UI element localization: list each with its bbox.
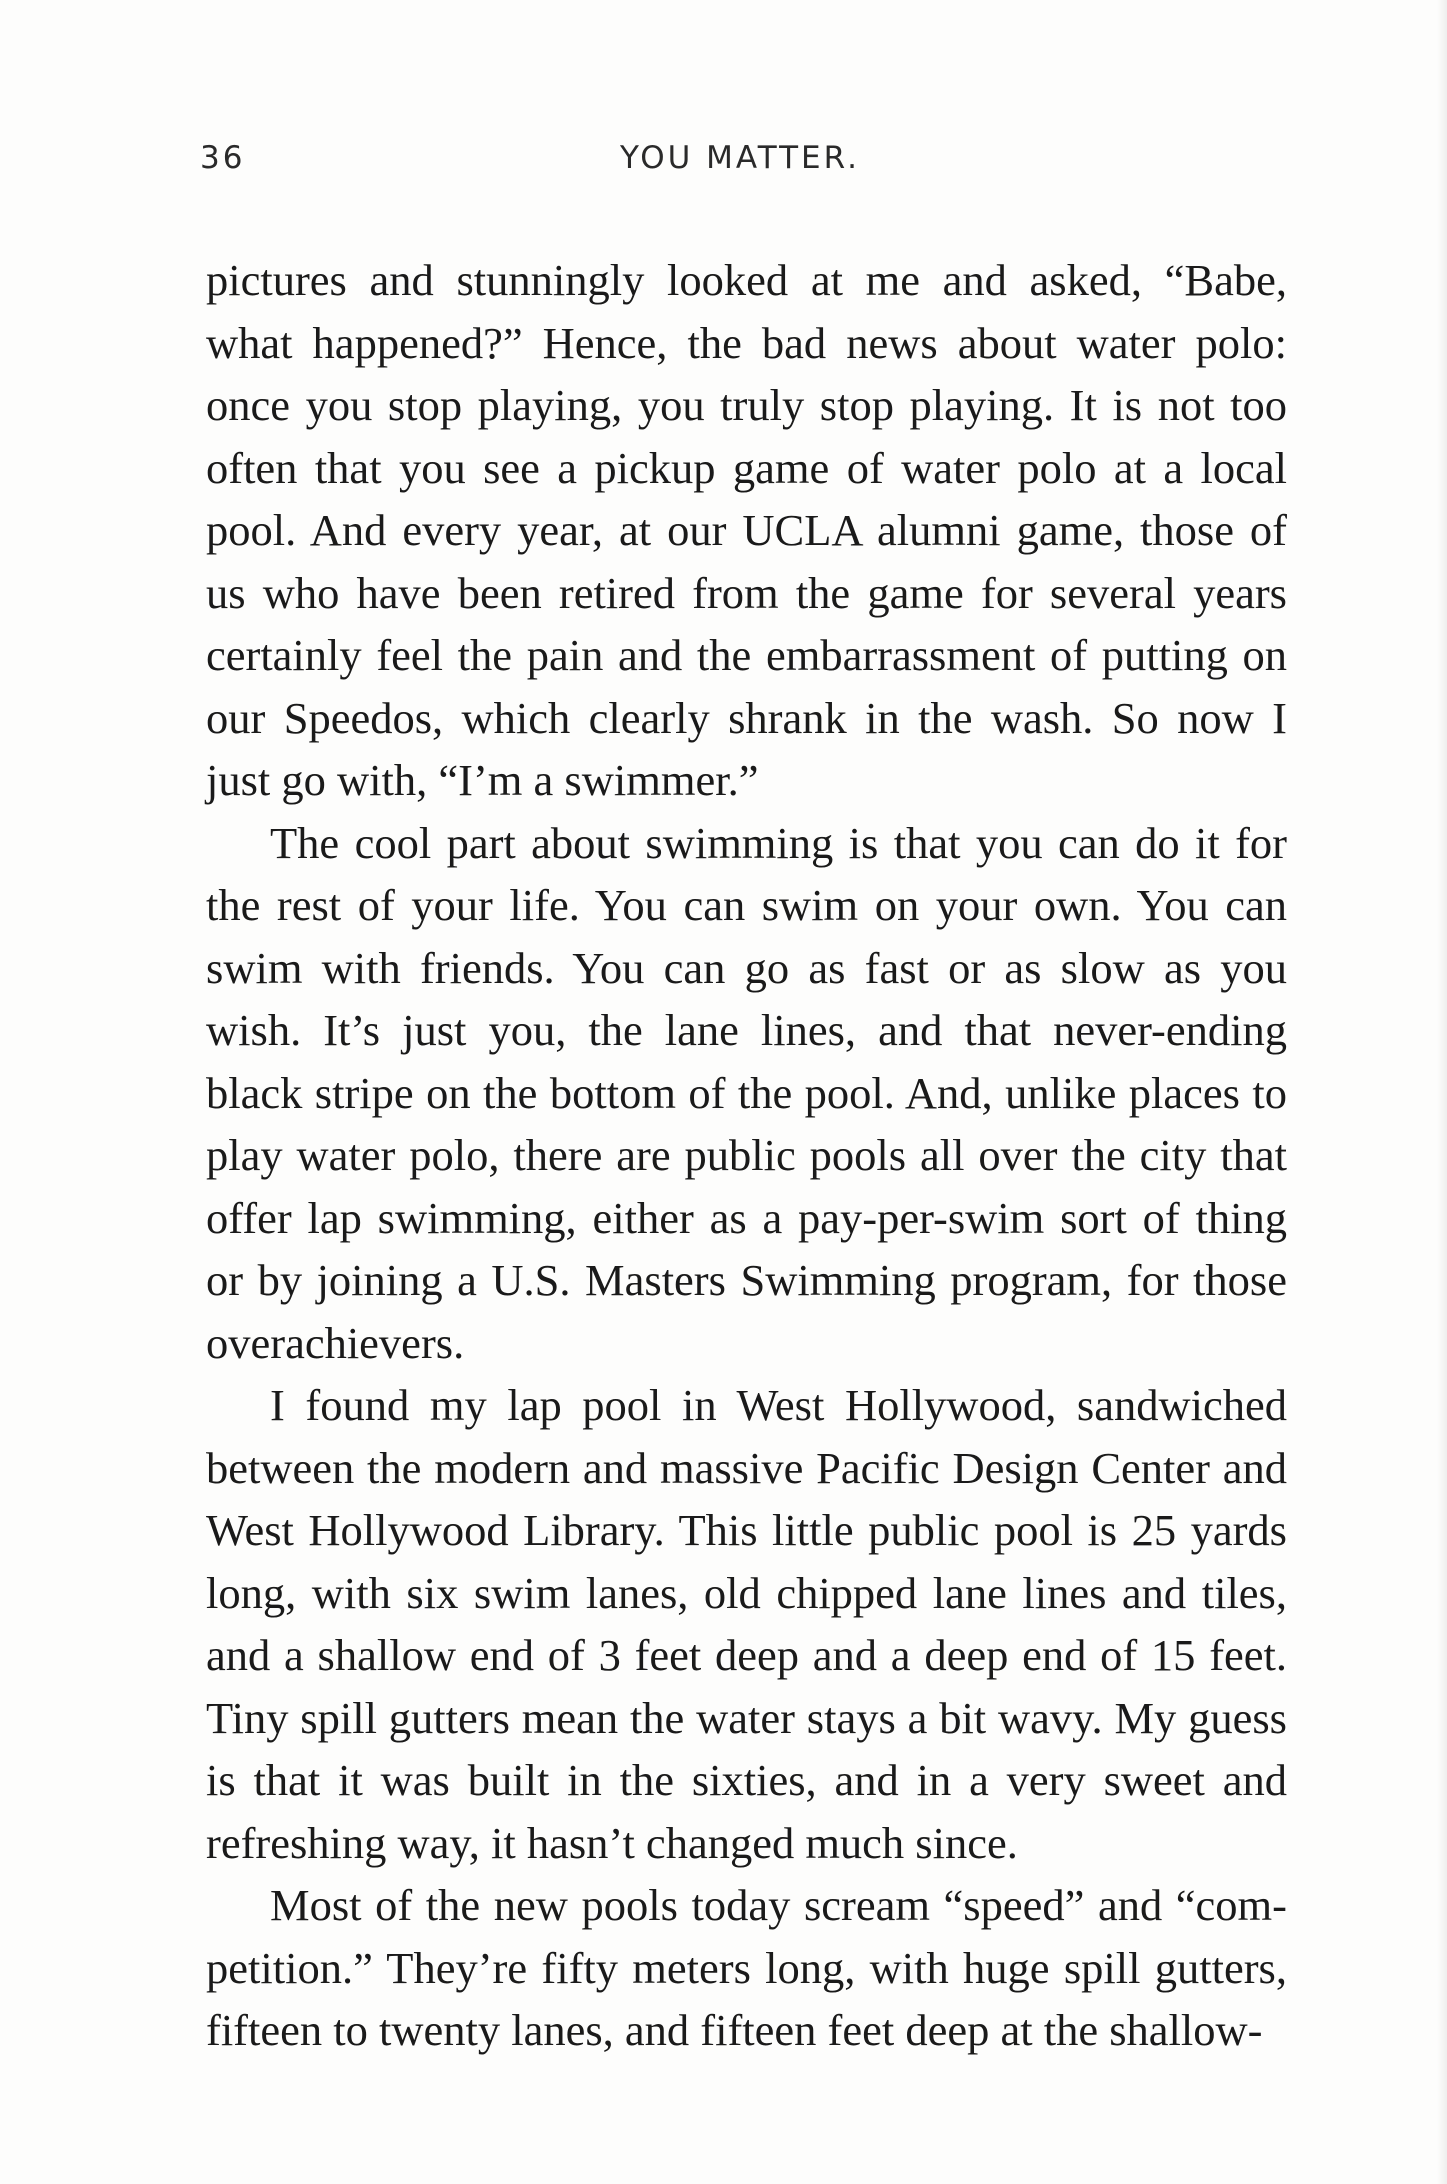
page-edge-shadow bbox=[1437, 0, 1447, 2184]
paragraph: The cool part about swimming is that you can do it for the rest of your life. You can swim on your own. You can swim with friends. You can go as fast or as slow as you wish. It’s just you, the lane lines, and that never-ending black stripe on the bottom of the pool. And, unlike places to play water polo, there are public pools all over the city that offer lap swimming, either as a pay-per-swim sort of thing or by joining a U.S. Masters Swimming program, for those overachievers. bbox=[206, 817, 1287, 1368]
book-title: YOU MATTER. bbox=[620, 140, 860, 176]
paragraph: I found my lap pool in West Hollywood, sandwiched between the modern and massive Pacific Design Center and West Hollywood Library. This little public pool is 25 yards long, with six swim lanes, old chipped lane lines and tiles, and a shallow end of 3 feet deep and a deep end of 15 feet. Tiny spill gutters mean the water stays a bit wavy. My guess is that it was built in the sixties, and in a very sweet and refreshing way, it hasn’t changed much since. bbox=[206, 1380, 1287, 1868]
page-number: 36 bbox=[200, 140, 246, 176]
paragraph: Most of the new pools today scream “speed” and “competition.” They’re fifty meters long, with huge spill gutters, fifteen to twenty lanes, and fifteen feet deep at the shallow- bbox=[206, 1880, 1287, 2055]
paragraph-continued: pictures and stunningly looked at me and asked, “Babe, what happened?” Hence, the bad news about water polo: once you stop playing, you truly stop playing. It is not too often that you see a pickup game of water polo at a local pool. And every year, at our UCLA alumni game, those of us who have been retired from the game for several years certainly feel the pain and the embarrassment of putting on our Speedos, which clearly shrank in the wash. So now I just go with, “I’m a swimmer.” bbox=[206, 255, 1287, 805]
body-text bbox=[206, 249, 1287, 2062]
running-head bbox=[200, 140, 1290, 184]
